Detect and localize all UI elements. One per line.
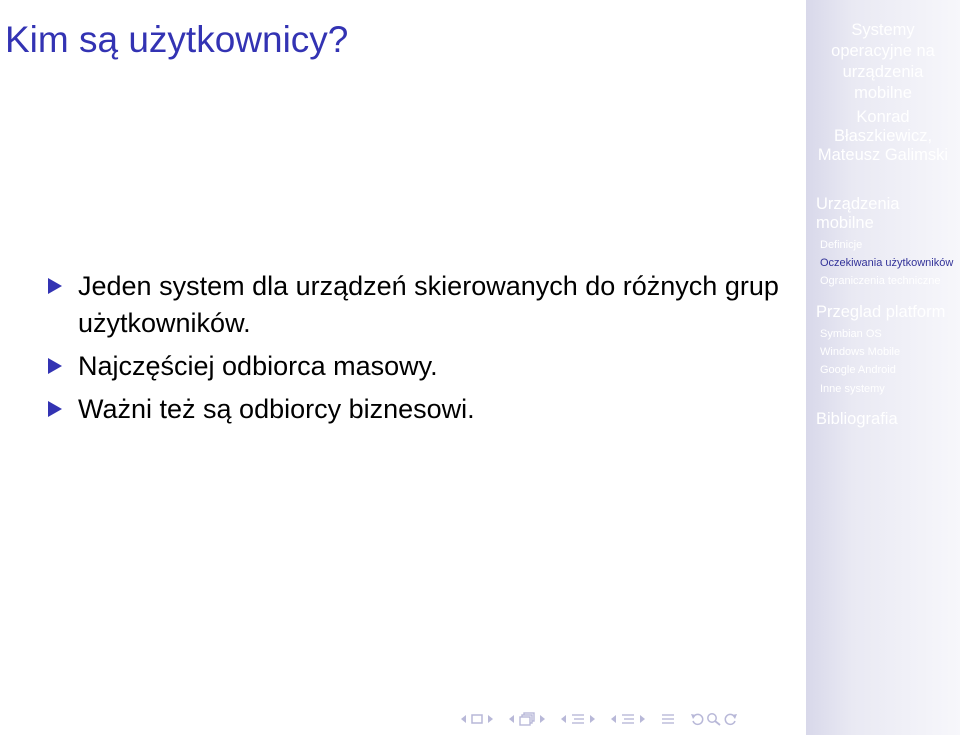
nav-toc-button[interactable] bbox=[660, 709, 676, 729]
arrow-left-icon bbox=[460, 713, 468, 725]
arrow-right-icon bbox=[638, 713, 646, 725]
triangle-bullet-icon bbox=[48, 401, 62, 417]
nav-next-subsection-button[interactable] bbox=[588, 709, 596, 729]
arrow-right-icon bbox=[486, 713, 494, 725]
search-icon bbox=[706, 712, 722, 726]
sidebar-subsection-inne-systemy[interactable]: Inne systemy bbox=[820, 383, 885, 395]
arrow-left-icon bbox=[508, 713, 516, 725]
nav-next-frame-button[interactable] bbox=[538, 709, 546, 729]
list-item-text: Ważni też są odbiorcy biznesowi. bbox=[78, 394, 475, 424]
navigation-bar bbox=[460, 708, 800, 730]
list-item-text: Jeden system dla urządzeń skierowanych do różnych grup użytkowników. bbox=[78, 271, 779, 338]
frame-stack-icon bbox=[518, 712, 536, 726]
arrow-left-icon bbox=[560, 713, 568, 725]
subsection-icon bbox=[570, 712, 586, 726]
nav-forward-button[interactable] bbox=[724, 709, 738, 729]
arrow-left-icon bbox=[610, 713, 618, 725]
sidebar-subsection-ograniczenia[interactable]: Ograniczenia techniczne bbox=[820, 275, 941, 287]
arrow-right-icon bbox=[538, 713, 546, 725]
sidebar-subsection-google-android[interactable]: Google Android bbox=[820, 364, 896, 376]
list-item bbox=[48, 391, 788, 428]
nav-next-section-button[interactable] bbox=[638, 709, 646, 729]
nav-prev-slide-button[interactable] bbox=[460, 709, 468, 729]
sidebar-section-urzadzenia-mobilne[interactable]: Urządzenia mobilne bbox=[816, 195, 900, 232]
nav-prev-subsection-button[interactable] bbox=[560, 709, 568, 729]
nav-back-button[interactable] bbox=[690, 709, 704, 729]
sidebar-subsection-symbian[interactable]: Symbian OS bbox=[820, 328, 882, 340]
redo-icon bbox=[724, 712, 738, 726]
list-item bbox=[48, 268, 788, 342]
nav-search-button[interactable] bbox=[706, 709, 722, 729]
nav-slide-button[interactable] bbox=[470, 709, 484, 729]
nav-frame-button[interactable] bbox=[518, 709, 536, 729]
sidebar-section-przeglad-platform[interactable]: Przeglad platform bbox=[816, 303, 946, 321]
presentation-authors: Konrad Błaszkiewicz, Mateusz Galimski bbox=[817, 108, 949, 164]
sidebar-section-bibliografia[interactable]: Bibliografia bbox=[816, 410, 898, 428]
nav-prev-frame-button[interactable] bbox=[508, 709, 516, 729]
presentation-title[interactable]: Systemy operacyjne na urządzenia mobilne bbox=[831, 21, 935, 102]
nav-next-slide-button[interactable] bbox=[486, 709, 494, 729]
triangle-bullet-icon bbox=[48, 358, 62, 374]
frame-title: Kim są użytkownicy? bbox=[5, 19, 349, 60]
slide-icon bbox=[470, 713, 484, 725]
nav-prev-section-button[interactable] bbox=[610, 709, 618, 729]
sidebar bbox=[806, 0, 960, 735]
section-icon bbox=[620, 712, 636, 726]
triangle-bullet-icon bbox=[48, 278, 62, 294]
sidebar-subsection-definicje[interactable]: Definicje bbox=[820, 239, 863, 251]
toc-icon bbox=[660, 712, 676, 726]
nav-subsection-button[interactable] bbox=[570, 709, 586, 729]
list-item bbox=[48, 348, 788, 385]
sidebar-subsection-oczekiwania[interactable]: Oczekiwania użytkowników bbox=[820, 257, 954, 269]
bullet-list bbox=[48, 268, 788, 434]
nav-section-button[interactable] bbox=[620, 709, 636, 729]
sidebar-subsection-windows-mobile[interactable]: Windows Mobile bbox=[820, 346, 901, 358]
undo-icon bbox=[690, 712, 704, 726]
list-item-text: Najczęściej odbiorca masowy. bbox=[78, 351, 438, 381]
arrow-right-icon bbox=[588, 713, 596, 725]
